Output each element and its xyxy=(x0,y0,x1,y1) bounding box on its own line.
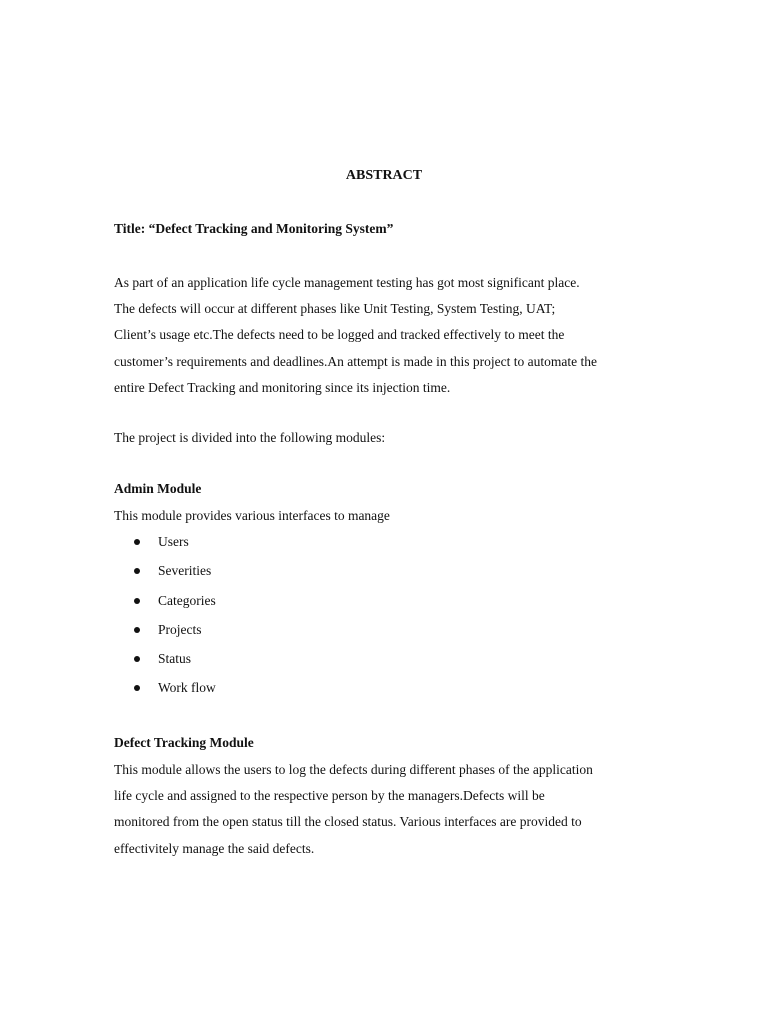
intro-line: As part of an application life cycle management testing has got most significant place. xyxy=(114,275,580,290)
defect-module-line: life cycle and assigned to the respective person by the managers.Defects will be xyxy=(114,788,545,804)
bullet-icon xyxy=(134,627,140,633)
defect-module-paragraph xyxy=(114,757,674,862)
bullet-icon xyxy=(134,685,140,691)
list-item-text: Work flow xyxy=(158,680,216,696)
admin-module-description: This module provides various interfaces to manage xyxy=(114,508,390,523)
bullet-icon xyxy=(134,539,140,545)
list-item-text: Severities xyxy=(158,563,212,579)
modules-intro: The project is divided into the following modules: xyxy=(114,430,386,445)
document-title: Title: “Defect Tracking and Monitoring System” xyxy=(114,221,394,236)
abstract-heading: ABSTRACT xyxy=(345,168,423,183)
bullet-icon xyxy=(134,598,140,604)
defect-module-line: effectivitely manage the said defects. xyxy=(114,840,315,856)
intro-line: Client’s usage etc.The defects need to be logged and tracked effectively to meet the xyxy=(114,327,565,343)
intro-line: customer’s requirements and deadlines.An attempt is made in this project to automate the xyxy=(114,353,597,369)
list-item-text: Users xyxy=(158,534,189,549)
defect-module-title: Defect Tracking Module xyxy=(114,735,254,750)
intro-line: entire Defect Tracking and monitoring since its injection time. xyxy=(114,379,451,395)
intro-paragraph xyxy=(114,270,674,401)
admin-module-title: Admin Module xyxy=(114,481,202,496)
list-item-text: Status xyxy=(158,651,192,667)
bullet-icon xyxy=(134,568,140,574)
defect-module-line: monitored from the open status till the closed status. Various interfaces are provided to xyxy=(114,814,582,830)
defect-module-line: This module allows the users to log the defects during different phases of the application xyxy=(114,762,593,777)
intro-line: The defects will occur at different phases like Unit Testing, System Testing, UAT; xyxy=(114,301,556,317)
list-item-text: Projects xyxy=(158,621,202,637)
list-item-text: Categories xyxy=(158,592,216,608)
bullet-icon xyxy=(134,656,140,662)
